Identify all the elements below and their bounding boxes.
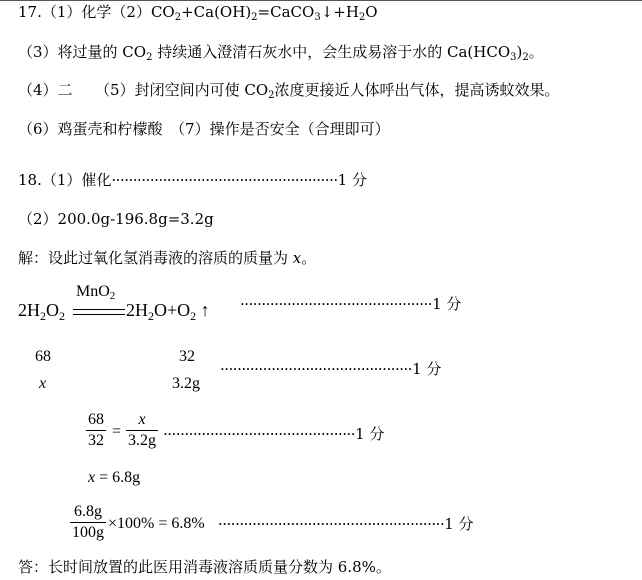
ratio-score: ·············································1 分	[220, 360, 442, 378]
percentage-fraction: 6.8g 100g	[72, 503, 104, 541]
ratio-right-bottom: 3.2g	[172, 375, 200, 392]
ratio-left-bottom: x	[39, 375, 47, 392]
equation-score: ·············································1 分	[240, 295, 462, 313]
answer-line: 答：长时间放置的此医用消毒液溶质质量分数为 6.8%。	[18, 558, 391, 576]
ratio-left-top: 68	[35, 348, 51, 365]
q18-solve-line: 解：设此过氧化氢消毒液的溶质的质量为 x。	[18, 249, 317, 267]
proportion-equals: =	[112, 423, 122, 440]
q17-line4: （6）鸡蛋壳和柠檬酸 （7）操作是否安全（合理即可）	[18, 120, 390, 138]
proportion-fraction-left: 68 32	[88, 411, 104, 449]
result-line: x = 6.8g	[88, 469, 141, 486]
catalyst-label: MnO$_2$	[76, 283, 116, 302]
ratio-right-top: 32	[179, 348, 195, 365]
proportion-fraction-right: x 3.2g	[128, 411, 156, 449]
chemical-equation-left: $2H_2O_2$	[18, 300, 65, 323]
q17-line1: 17.（1）化学$(2)CO_2+Ca(OH)_2=CaCO_3↓+H_2O$	[18, 3, 378, 23]
q18-line2: （2）200.0g-196.8g=3.2g	[18, 210, 214, 228]
percentage-result: ×100% = 6.8%	[108, 515, 205, 532]
q17-line2: （3）将过量的 $CO_2$ 持续通入澄清石灰水中，会生成易溶于水的 $Ca(HCO_3)_2$。	[18, 43, 544, 63]
chemical-equation-right: $2H_2O+O_2$ ↑	[126, 300, 210, 323]
percentage-score: ·····················································1 分	[218, 515, 474, 533]
equation-double-line	[73, 309, 125, 315]
q18-line1: 18.（1）催化·····················································1 分	[18, 171, 367, 189]
proportion-score: ·············································1 分	[163, 425, 385, 443]
top-rule	[0, 0, 642, 1]
q17-line3: （4）二 （5）封闭空间内可使 $CO_2$浓度更接近人体呼出气体，提高诱蚊效果。	[18, 81, 560, 101]
